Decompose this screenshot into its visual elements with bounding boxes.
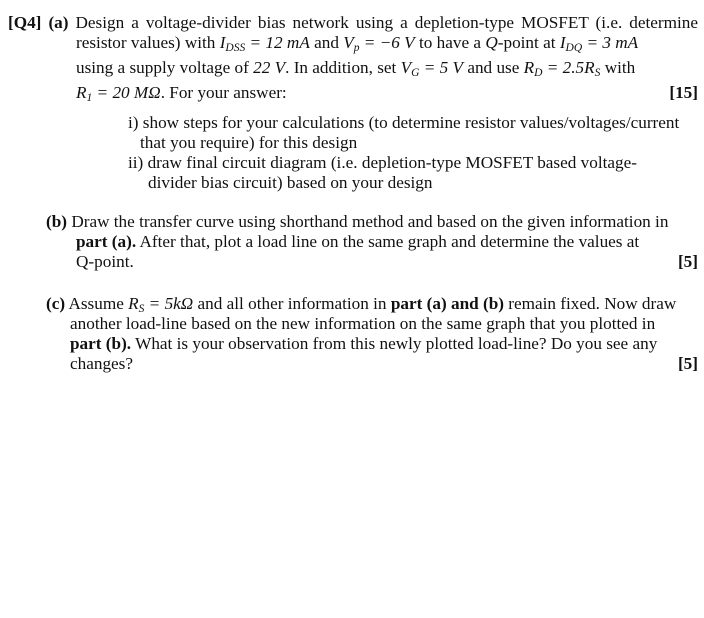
part-a-label: (a) [48, 13, 69, 32]
part-a-subitems [128, 113, 698, 193]
subitem-i-cont: that you require) for this design [140, 133, 358, 152]
question-part-b: (b) Draw the transfer curve using shorthand method and based on the given information in [46, 212, 669, 231]
part-b-label: (b) [46, 212, 68, 231]
subitem-ii-cont: divider bias circuit) based on your design [148, 173, 433, 192]
part-c-label: (c) [46, 294, 66, 313]
part-c-marks: [5] [677, 354, 698, 373]
question-part-a [8, 13, 698, 33]
part-a-marks: [15] [669, 83, 698, 102]
question-part-c: (c) Assume $R_S = 5k\Omega$ and all other information in part (a) and (b) remain fixed. Now draw [46, 294, 677, 315]
question-number: [Q4] [8, 13, 42, 32]
subitem-i: i) show steps for your calculations (to determine resistor values/voltages/current [128, 113, 680, 132]
part-b-marks: [5] [677, 252, 698, 271]
part-b-body: part (a). After that, plot a load line on the same graph and determine the values at Q-point. [5] [76, 232, 698, 271]
part-c-body: another load-line based on the new information on the same graph that you plotted in part (b). What is your observation from this newly plotted load-line? Do you see any changes? [5] [70, 314, 698, 373]
subitem-ii: ii) draw final circuit diagram (i.e. depletion-type MOSFET based voltage- [128, 153, 637, 172]
part-a-text-line1: Design a voltage-divider bias network using a depletion-type MOSFET (i.e. determine [75, 13, 698, 32]
part-a-body: resistor values) with $I_{DSS} = 12$ mA and $V_p = -6$ V to have a Q-point at $I_{DQ} = 3$ mA using a supply voltage of 22 V. In addition, set $V_G = 5$ V and use $R_D = 2.5R_S$ with $R_1 = 20$ MΩ. For your answer: [15] [76, 33, 698, 108]
